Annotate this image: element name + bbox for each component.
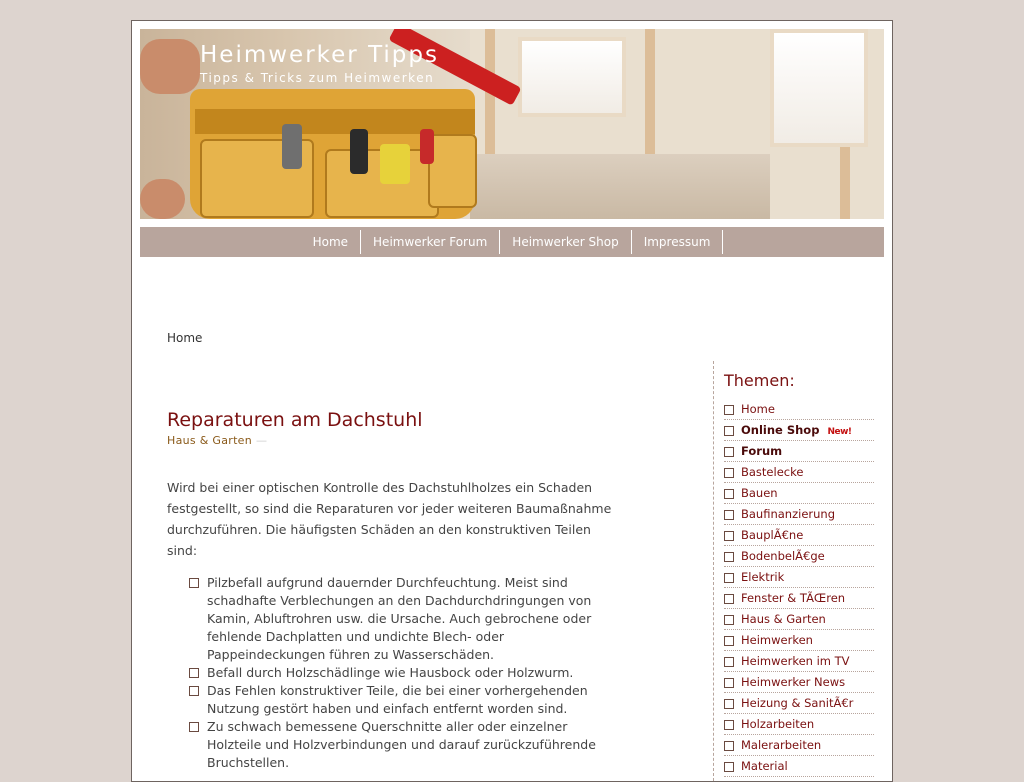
square-bullet-icon (724, 552, 734, 562)
square-bullet-icon (189, 578, 199, 588)
sidebar-item-home[interactable] (724, 400, 874, 420)
sidebar-item-elektrik[interactable] (724, 568, 874, 588)
square-bullet-icon (724, 489, 734, 499)
nav-item-forum[interactable]: Heimwerker Forum (361, 230, 500, 254)
post-content (167, 409, 622, 772)
square-bullet-icon (724, 636, 734, 646)
sidebar-item-label: Baufinanzierung (741, 507, 836, 521)
sidebar-item-heimwerker-news[interactable] (724, 673, 874, 693)
sidebar-item-label: Heimwerker News (741, 675, 846, 689)
list-item (189, 718, 622, 772)
nav-item-home[interactable]: Home (301, 230, 361, 254)
sidebar-item-label: Material (741, 759, 788, 773)
tool-item (350, 129, 368, 174)
tool-item (420, 129, 434, 164)
category-separator: — (256, 434, 268, 447)
sidebar-item-label: Holzarbeiten (741, 717, 815, 731)
sidebar-item-label: Heimwerken im TV (741, 654, 850, 668)
sidebar-item-label: Online Shop (741, 423, 820, 437)
breadcrumb[interactable]: Home (167, 331, 203, 345)
site-tagline: Tipps & Tricks zum Heimwerken (200, 71, 435, 85)
nav-item-shop[interactable]: Heimwerker Shop (500, 230, 631, 254)
sidebar-item-haus-garten[interactable] (724, 610, 874, 630)
list-item-text: Befall durch Holzschädlinge wie Hausbock oder Holzwurm. (207, 664, 574, 680)
list-item (189, 664, 622, 682)
sidebar (724, 371, 874, 778)
square-bullet-icon (724, 699, 734, 709)
square-bullet-icon (724, 657, 734, 667)
sidebar-item-label: Bastelecke (741, 465, 804, 479)
sidebar-item-label: Bauen (741, 486, 778, 500)
tool-pocket (428, 134, 477, 208)
sidebar-item-label: Elektrik (741, 570, 785, 584)
sidebar-item-label: Forum (741, 444, 783, 458)
square-bullet-icon (189, 722, 199, 732)
list-item-text: Das Fehlen konstruktiver Teile, die bei einer vorhergehenden Nutzung gestört haben und einfach entfernt worden sind. (207, 682, 588, 716)
sidebar-item-bauen[interactable] (724, 484, 874, 504)
sidebar-item-material[interactable] (724, 757, 874, 777)
header-banner (140, 29, 884, 221)
banner-hand (140, 39, 200, 94)
sidebar-item-forum[interactable] (724, 442, 874, 462)
list-item (189, 574, 622, 664)
square-bullet-icon (724, 720, 734, 730)
square-bullet-icon (724, 510, 734, 520)
banner-window (770, 29, 868, 147)
sidebar-item-bodenbelaege[interactable] (724, 547, 874, 567)
list-item-text: Pilzbefall aufgrund dauernder Durchfeuchtung. Meist sind schadhafte Verblechungen an den Dachdurchdringungen von Kamin, Abluftrohren usw. die Ursache. Auch gebrochene oder fehlende Dachplatten und undichte Blech- oder Pappeindeckungen führen zu Wasserschäden. (207, 574, 592, 662)
square-bullet-icon (724, 741, 734, 751)
sidebar-divider (713, 361, 714, 781)
sidebar-item-bauplaene[interactable] (724, 526, 874, 546)
sidebar-item-holzarbeiten[interactable] (724, 715, 874, 735)
sidebar-item-heizung-sanitaer[interactable] (724, 694, 874, 714)
sidebar-item-label: Heizung & SanitÃ€r (741, 696, 854, 710)
list-item-text: Zu schwach bemessene Querschnitte aller oder einzelner Holzteile und Holzverbindungen und darauf zurückzuführende Bruchstellen. (207, 718, 596, 770)
sidebar-item-label: BauplÃ€ne (741, 528, 804, 542)
post-meta (167, 434, 622, 447)
nav-item-impressum[interactable]: Impressum (632, 230, 724, 254)
square-bullet-icon (189, 668, 199, 678)
sidebar-item-label: Malerarbeiten (741, 738, 822, 752)
square-bullet-icon (724, 762, 734, 772)
tool-item (380, 144, 410, 184)
square-bullet-icon (724, 594, 734, 604)
tool-item (282, 124, 302, 169)
sidebar-item-label: BodenbelÃ€ge (741, 549, 825, 563)
post-category-link[interactable]: Haus & Garten (167, 434, 253, 447)
sidebar-item-online-shop[interactable] (724, 421, 874, 441)
square-bullet-icon (724, 468, 734, 478)
sidebar-heading: Themen: (724, 371, 795, 390)
list-item (189, 682, 622, 718)
sidebar-item-heimwerken[interactable] (724, 631, 874, 651)
square-bullet-icon (724, 531, 734, 541)
page-container (131, 20, 893, 782)
damage-list (189, 574, 622, 772)
square-bullet-icon (724, 615, 734, 625)
sidebar-item-fenster-tueren[interactable] (724, 589, 874, 609)
square-bullet-icon (724, 573, 734, 583)
square-bullet-icon (189, 686, 199, 696)
sidebar-item-baufinanzierung[interactable] (724, 505, 874, 525)
sidebar-item-malerarbeiten[interactable] (724, 736, 874, 756)
sidebar-item-heimwerken-im-tv[interactable] (724, 652, 874, 672)
banner-hand (140, 179, 185, 219)
sidebar-item-label: Fenster & TÃŒren (741, 591, 846, 605)
sidebar-item-bastelecke[interactable] (724, 463, 874, 483)
site-title[interactable]: Heimwerker Tipps (200, 42, 439, 68)
square-bullet-icon (724, 405, 734, 415)
sidebar-item-label: Haus & Garten (741, 612, 826, 626)
square-bullet-icon (724, 678, 734, 688)
main-navigation (140, 227, 884, 257)
new-badge: New! (827, 427, 852, 437)
banner-window (518, 37, 626, 117)
sidebar-item-label: Home (741, 402, 775, 416)
post-intro: Wird bei einer optischen Kontrolle des Dachstuhlholzes ein Schaden festgestellt, so sind die Reparaturen vor jeder weiteren Baumaßnahme durchzuführen. Die häufigsten Schäden an den konstruktiven Teilen sind: (167, 480, 612, 558)
banner-floor (470, 154, 770, 219)
square-bullet-icon (724, 426, 734, 436)
post-title[interactable]: Reparaturen am Dachstuhl (167, 409, 423, 431)
sidebar-item-label: Heimwerken (741, 633, 813, 647)
square-bullet-icon (724, 447, 734, 457)
